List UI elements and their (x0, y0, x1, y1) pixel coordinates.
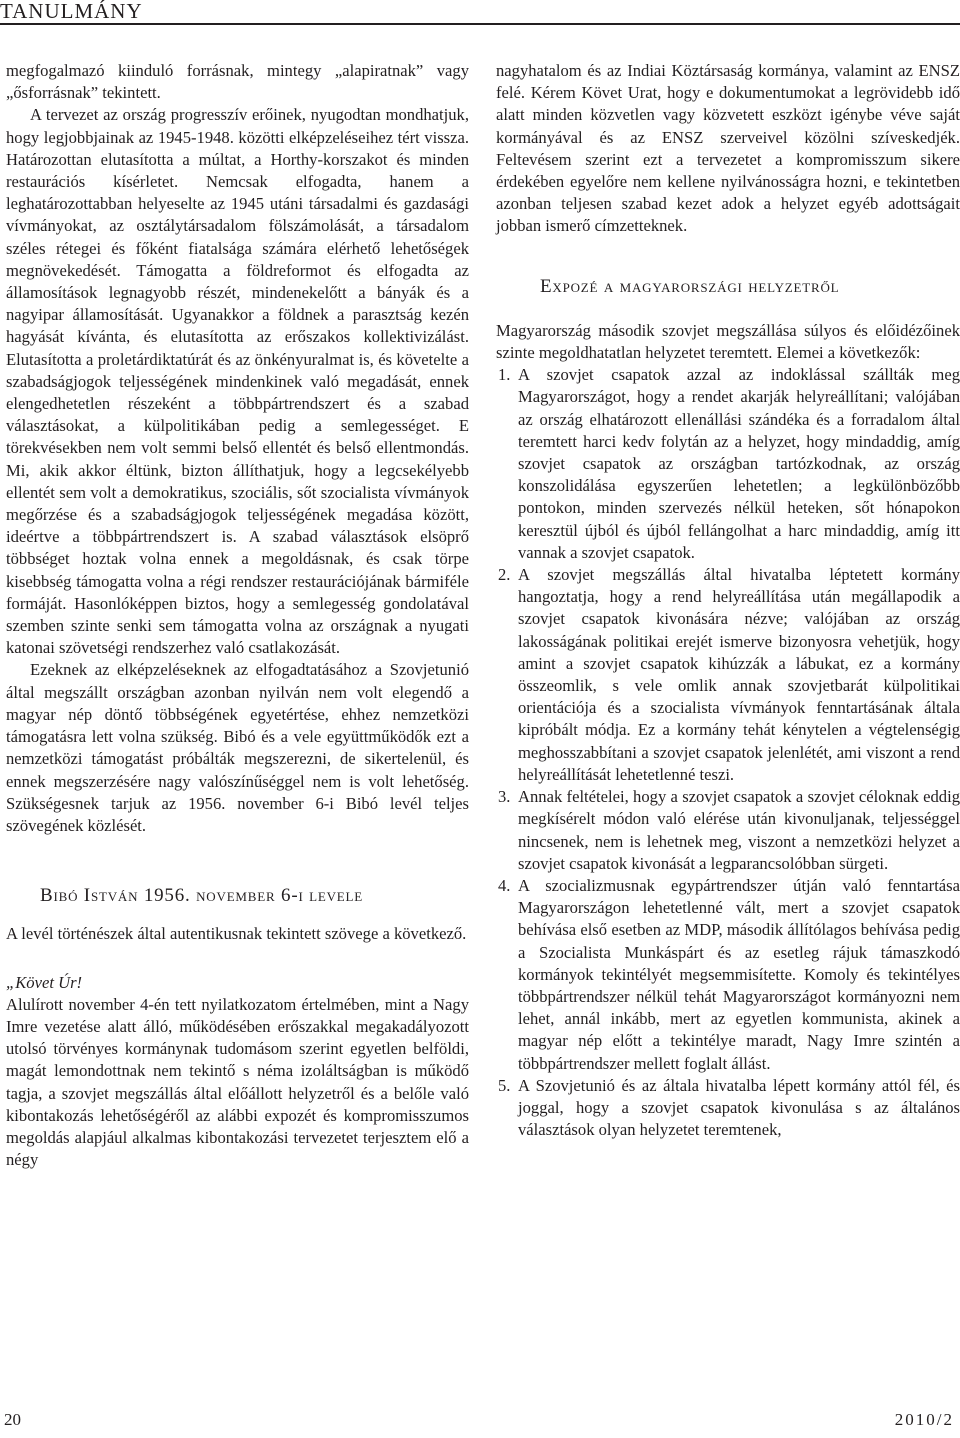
left-paragraph-5: Alulírott november 4-én tett nyilatkozatom értelmében, mint a Nagy Imre vezetése alatt álló, működésében erőszakkal megakadályozott utolsó törvényes kormánynak tudomásom szerint egyetlen belföldi, magát lemondottnak nem tekintő s néma izoláltságban is működő tagja, a szovjet megszállás által előállott helyzetről és a belőle való kibontakozás lehetőségéről az alábbi expozét és kompromisszumos megoldás alapjául alkalmas kibontakozási tervezetet terjesztem elő a négy (6, 994, 469, 1170)
header-rule (0, 23, 960, 25)
list-item-text: A szocializmusnak egypártrendszer útján való fenntartása Magyarországon lehetetlenné vált, mert a szovjet csapatok behívása első esetben az MDP, második állítólagos behívása pedig a Szocialista Munkáspárt és az esetleg rájuk támaszkodó kormányok tekintélyét megsemmisítette. Komoly és tekintélyes többpártrendszer nélkül tehát Magyarországot kormányozni nem lehet, annál inkább, mert az egyetlen kommunista, akinek a magyar nép előtt a tekintélye maradt, Nagy Imre szintén a többpártrendszer mellett foglalt állást. (518, 875, 960, 1073)
list-item-number: 3. (498, 787, 511, 807)
section-title: TANULMÁNY (0, 0, 143, 23)
list-item-number: 1. (498, 365, 511, 385)
list-item (496, 875, 960, 1075)
left-paragraph-2: A tervezet az ország progresszív erőinek, nyugodtan mondhatjuk, hogy legjobbjainak az 1945-1948. közötti elképzeléseihez tért vissza. Határozottan elutasította a múltat, a Horthy-korszakot és minden restaurációs kísérletet. Nemcsak elfogadta, hanem a leghatározottabban helyeselte az 1945 utáni társadalmi és gazdasági vívmányokat, az osztálytársadalom fölszámolását, a társadalom széles rétegei és főként fiatalsága számára elérhető lehetőségek megnövekedését. Támogatta a földreformot és elfogadta az államosítások legnagyobb részét, mindenekelőtt a bányák és a nagyipar államosítását. Ugyanakkor a földnek a parasztság kezén hagyását kívánta, és elutasította az erőszakos kollektivizálást. Elutasította a proletárdiktatúrát és az önkényuralmat is, és követelte a szabadságjogok teljességének mindenkinek való megadását, ennek elengedhetetlen részeként a többpártrendszert és a szabad választásokat, a külpolitikában pedig a semlegességet. E törekvésekben nem volt semmi belső ellentét és belső ellentmondás. Mi, akik akkor éltünk, bizton állíthatjuk, hogy a legcsekélyebb ellentét sem volt a demokratikus, szociális, sőt szocialista vívmányok megőrzése és a szabadságjogok teljességének megadása között, ideértve a többpártrendszert is. A szabad választások elsöprő többséget hoztak volna ennek a megoldásnak, és csak törpe kisebbség támogatta volna a régi rendszer restaurációjának bármiféle formáját. Hasonlóképpen biztos, hogy a semlegesség gondolatával szemben szinte senki sem támogatta volna az országnak a nyugati katonai szövetségi rendszerhez való csatlakozását. (6, 105, 469, 658)
expose-heading: Expozé a magyarországi helyzetről (540, 275, 840, 297)
list-item (496, 786, 960, 875)
letter-salutation: „Követ Úr! (6, 972, 83, 992)
page-number: 20 (4, 1410, 21, 1429)
right-column (496, 60, 960, 1141)
right-paragraph-1: nagyhatalom és az Indiai Köztársaság kormánya, valamint az ENSZ felé. Kérem Követ Urat, hogy e dokumentumokat a legrövidebb idő alatt minden közvetlen vagy közvetett eszközt igénybe véve saját kormányával és az ENSZ szerveivel közölni szíveskedjék. Feltevésem szerint ezt a tervezetet a kompromisszum sikere érdekében egyelőre nem kellene nyilvánosságra hozni, e tekintetben azonban teljesen szabad kezet adok a helyzet egyéb adottságait jobban ismerő címzetteknek. (496, 61, 960, 236)
left-column (6, 60, 469, 1171)
letter-heading: Bibó István 1956. november 6-i levele (40, 885, 364, 907)
list-item-number: 2. (498, 565, 511, 585)
list-item-text: A szovjet csapatok azzal az indoklással szállták meg Magyarországot, hogy a rendet akarják helyreállítani; valójában az ország elhatározott ellenállási szándéka és a forradalom által teremtett harci kedv folytán az a helyzet, hogy mindaddig, amíg szovjet csapatok az országban tartózkodnak, az ország konszolidálása egyszerűen lehetetlen; a legkülönbözőbb pontokon, minden szervezés nélkül heteken, sőt hónapokon keresztül újból és újból fellángolhat a harc mindaddig, amíg itt vannak a szovjet csapatok. (518, 365, 960, 562)
list-item-text: A szovjet megszállás által hivatalba léptetett kormány hangoztatja, hogy a rend helyreállítása után megállapodik a szovjet csapatok kivonására nézve; valójában az ország lakosságának politikai erejét ismerve bizonyosra vehetjük, hogy amint a szovjet csapatok kihúzzák a lábukat, ez a kormány összeomlik, s vele omlik annak szovjetbarát külpolitikai orientációja és a szocialista vívmányok fenntartásának általa kipróbált módja. Ez a kormány tehát kénytelen a végtelenségig meghosszabbítani a szovjet csapatok jelenlétét, ami viszont a rend helyreállítását lehetetlenné teszi. (518, 565, 960, 784)
list-item (496, 364, 960, 564)
list-item-number: 5. (498, 1075, 511, 1095)
list-item-text: A Szovjetunió és az általa hivatalba lépett kormány attól fél, és joggal, hogy a szovjet csapatok kivonulása s az általános választások olyan helyzetet teremtenek, (518, 1075, 960, 1140)
right-paragraph-2: Magyarország második szovjet megszállása súlyos és előidézőinek szinte megoldhatatlan helyzetet teremtett. Elemei a következők: (496, 320, 960, 363)
numbered-list (496, 364, 960, 1141)
list-item (496, 1075, 960, 1142)
list-item-text: Annak feltételei, hogy a szovjet csapatok a szovjet céloknak eddig megkísérelt módon való elérése után kivonuljanak, teljességgel nincsenek, nem is lehetnek meg, viszont a nemzetközi helyzet a szovjet csapatok kivonását a legparancsolóbban sürgeti. (518, 787, 960, 873)
left-paragraph-1: megfogalmazó kiinduló forrásnak, mintegy „alapiratnak” vagy „ősforrásnak” tekintett. (6, 61, 469, 103)
left-paragraph-4: A levél történészek által autentikusnak tekintett szövege a következő. (6, 924, 467, 944)
list-item-number: 4. (498, 875, 511, 895)
page-header (0, 0, 960, 22)
list-item (496, 564, 960, 786)
issue-label: 2010/2 (894, 1410, 954, 1429)
left-paragraph-3: Ezeknek az elképzeléseknek az elfogadtatásához a Szovjetunió által megszállt országban azonban nyilván nem volt elegendő a magyar nép döntő többségének egyetértése, ehhez nemzetközi támogatásra lett volna szükség. Bibó és a vele együttműködők ezt a nemzetközi támogatást próbálták megszerezni, de sikertelenül, és ennek megszerzésére nagy valószínűséggel nem is volt lehetőség. Szükségesnek tarjuk az 1956. november 6-i Bibó levél teljes szövegének közlését. (6, 660, 469, 835)
